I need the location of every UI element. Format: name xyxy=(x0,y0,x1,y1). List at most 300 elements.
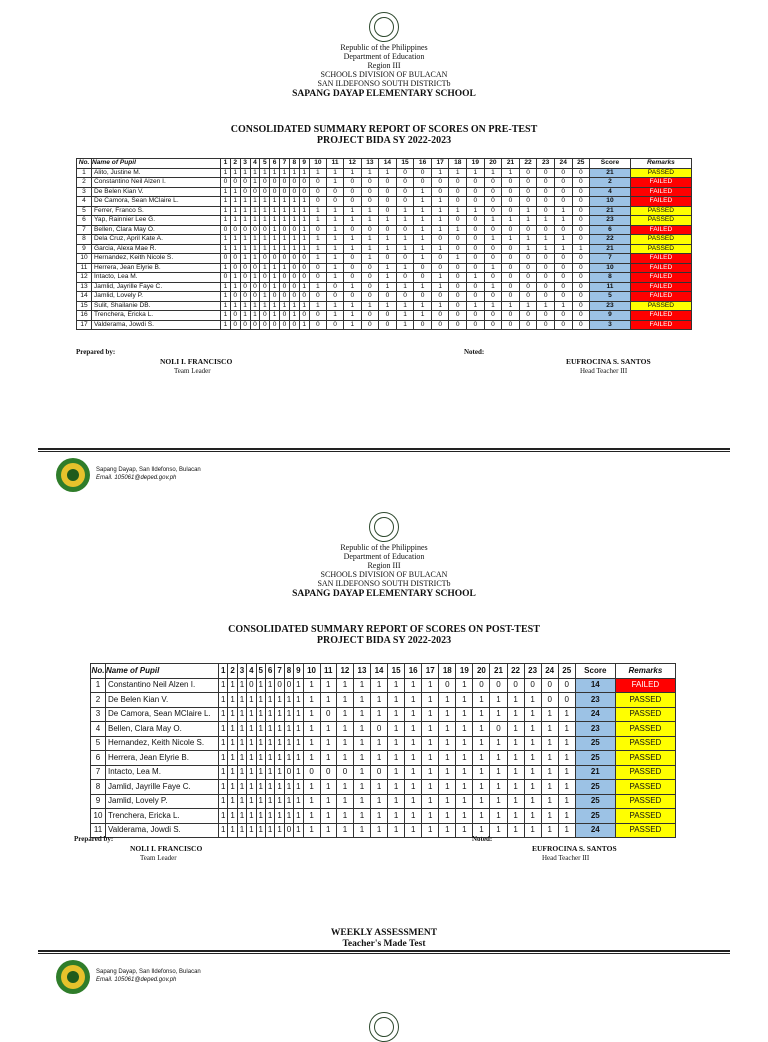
item-score: 1 xyxy=(228,736,237,751)
item-score: 0 xyxy=(502,311,520,321)
letterhead xyxy=(0,543,768,600)
table-row xyxy=(91,765,676,780)
total-score: 14 xyxy=(575,678,615,693)
item-score: 1 xyxy=(490,765,507,780)
item-score: 1 xyxy=(327,301,344,311)
item-score: 1 xyxy=(221,235,231,245)
item-score: 0 xyxy=(371,765,388,780)
column-header-item: 23 xyxy=(537,159,555,169)
item-score: 1 xyxy=(237,707,246,722)
table-header-row xyxy=(91,664,676,679)
item-score: 0 xyxy=(572,197,590,207)
item-score: 0 xyxy=(414,273,432,283)
item-score: 1 xyxy=(256,693,265,708)
item-score: 0 xyxy=(449,216,467,226)
item-score: 0 xyxy=(275,678,284,693)
remark-badge: FAILED xyxy=(630,263,691,273)
item-score: 0 xyxy=(484,292,502,302)
item-score: 1 xyxy=(230,244,240,254)
item-score: 1 xyxy=(405,809,422,824)
pupil-name: Yap, Rainnier Lee G. xyxy=(92,216,221,226)
prepared-name: NOLI I. FRANCISCO xyxy=(160,357,233,366)
item-score: 1 xyxy=(230,273,240,283)
column-header-name: Name of Pupil xyxy=(92,159,221,169)
item-score: 0 xyxy=(519,254,537,264)
item-score: 1 xyxy=(320,823,336,838)
item-score: 0 xyxy=(484,178,502,188)
item-score: 1 xyxy=(554,235,572,245)
item-score: 1 xyxy=(237,736,246,751)
item-score: 0 xyxy=(502,282,520,292)
total-score: 23 xyxy=(575,693,615,708)
item-score: 0 xyxy=(572,301,590,311)
remark-badge: PASSED xyxy=(630,244,691,254)
remark-badge: FAILED xyxy=(630,311,691,321)
posttest-title: CONSOLIDATED SUMMARY REPORT OF SCORES ON POST-TEST xyxy=(228,624,540,635)
item-score: 1 xyxy=(303,736,320,751)
item-score: 1 xyxy=(558,722,575,737)
item-score: 1 xyxy=(396,263,414,273)
item-score: 0 xyxy=(230,292,240,302)
item-score: 1 xyxy=(414,206,432,216)
column-header-item: 24 xyxy=(541,664,558,679)
table-row xyxy=(77,311,692,321)
item-score: 1 xyxy=(431,282,449,292)
item-score: 1 xyxy=(388,736,405,751)
table-row xyxy=(77,235,692,245)
item-score: 1 xyxy=(558,780,575,795)
column-header-item: 15 xyxy=(396,159,414,169)
item-score: 1 xyxy=(396,320,414,330)
item-score: 0 xyxy=(309,273,327,283)
item-score: 1 xyxy=(405,736,422,751)
item-score: 1 xyxy=(439,751,456,766)
item-score: 1 xyxy=(309,168,327,178)
item-score: 1 xyxy=(541,751,558,766)
item-score: 0 xyxy=(344,263,362,273)
column-header-item: 6 xyxy=(270,159,280,169)
item-score: 0 xyxy=(519,282,537,292)
row-number: 5 xyxy=(77,206,92,216)
pupil-name: Intacto, Lea M. xyxy=(106,765,219,780)
item-score: 0 xyxy=(524,678,541,693)
remark-badge: PASSED xyxy=(615,736,675,751)
row-number: 9 xyxy=(77,244,92,254)
item-score: 1 xyxy=(284,751,293,766)
item-score: 1 xyxy=(303,823,320,838)
column-header-remarks: Remarks xyxy=(615,664,675,679)
item-score: 1 xyxy=(275,765,284,780)
item-score: 0 xyxy=(537,292,555,302)
remark-badge: FAILED xyxy=(630,225,691,235)
item-score: 1 xyxy=(422,794,439,809)
item-score: 0 xyxy=(289,263,299,273)
item-score: 1 xyxy=(396,282,414,292)
column-header-item: 14 xyxy=(371,664,388,679)
item-score: 1 xyxy=(414,197,432,207)
item-score: 1 xyxy=(219,794,228,809)
item-score: 1 xyxy=(490,751,507,766)
item-score: 1 xyxy=(294,780,303,795)
item-score: 0 xyxy=(554,178,572,188)
total-score: 24 xyxy=(575,707,615,722)
report-title xyxy=(0,624,768,646)
item-score: 1 xyxy=(230,301,240,311)
pupil-name: Valderama, Jowdi S. xyxy=(106,823,219,838)
item-score: 0 xyxy=(467,225,485,235)
column-header-item: 4 xyxy=(250,159,260,169)
item-score: 0 xyxy=(431,311,449,321)
item-score: 0 xyxy=(449,235,467,245)
letterhead xyxy=(0,43,768,100)
column-header-item: 14 xyxy=(379,159,397,169)
item-score: 1 xyxy=(456,693,473,708)
item-score: 1 xyxy=(353,707,370,722)
item-score: 0 xyxy=(344,254,362,264)
table-row xyxy=(77,178,692,188)
item-score: 1 xyxy=(405,794,422,809)
item-score: 1 xyxy=(219,765,228,780)
item-score: 0 xyxy=(537,273,555,283)
item-score: 1 xyxy=(507,751,524,766)
pupil-name: Trenchera, Ericka L. xyxy=(92,311,221,321)
item-score: 1 xyxy=(265,751,274,766)
item-score: 0 xyxy=(537,282,555,292)
item-score: 0 xyxy=(240,263,250,273)
table-row xyxy=(91,693,676,708)
item-score: 1 xyxy=(336,707,353,722)
item-score: 1 xyxy=(353,794,370,809)
item-score: 1 xyxy=(256,678,265,693)
item-score: 1 xyxy=(309,301,327,311)
item-score: 0 xyxy=(299,187,309,197)
item-score: 1 xyxy=(405,765,422,780)
column-header-item: 9 xyxy=(294,664,303,679)
pupil-name: Bellen, Clara May O. xyxy=(106,722,219,737)
item-score: 0 xyxy=(289,254,299,264)
item-score: 1 xyxy=(388,765,405,780)
column-header-item: 4 xyxy=(247,664,256,679)
item-score: 1 xyxy=(289,216,299,226)
item-score: 1 xyxy=(473,751,490,766)
item-score: 1 xyxy=(396,216,414,226)
item-score: 0 xyxy=(519,292,537,302)
item-score: 1 xyxy=(405,823,422,838)
school-name: SAPANG DAYAP ELEMENTARY SCHOOL xyxy=(292,589,476,599)
item-score: 0 xyxy=(284,678,293,693)
item-score: 1 xyxy=(270,235,280,245)
item-score: 1 xyxy=(371,678,388,693)
item-score: 1 xyxy=(303,751,320,766)
item-score: 1 xyxy=(507,780,524,795)
item-score: 0 xyxy=(473,678,490,693)
remark-badge: FAILED xyxy=(630,197,691,207)
item-score: 1 xyxy=(344,301,362,311)
item-score: 0 xyxy=(361,292,379,302)
item-score: 1 xyxy=(299,244,309,254)
item-score: 1 xyxy=(260,216,270,226)
total-score: 8 xyxy=(590,273,631,283)
item-score: 1 xyxy=(250,273,260,283)
item-score: 1 xyxy=(240,311,250,321)
column-header-item: 13 xyxy=(353,664,370,679)
column-header-item: 11 xyxy=(320,664,336,679)
item-score: 0 xyxy=(502,292,520,302)
remark-badge: PASSED xyxy=(615,722,675,737)
item-score: 1 xyxy=(336,722,353,737)
item-score: 0 xyxy=(230,225,240,235)
item-score: 1 xyxy=(260,235,270,245)
item-score: 0 xyxy=(260,282,270,292)
remark-badge: FAILED xyxy=(630,187,691,197)
item-score: 0 xyxy=(537,197,555,207)
item-score: 1 xyxy=(294,794,303,809)
item-score: 1 xyxy=(361,206,379,216)
item-score: 0 xyxy=(507,678,524,693)
item-score: 1 xyxy=(507,765,524,780)
item-score: 1 xyxy=(490,693,507,708)
column-header-item: 22 xyxy=(519,159,537,169)
column-header-item: 8 xyxy=(284,664,293,679)
pupil-name: Sulit, Shailanie DB. xyxy=(92,301,221,311)
item-score: 1 xyxy=(456,765,473,780)
item-score: 1 xyxy=(422,678,439,693)
column-header-no: No. xyxy=(91,664,106,679)
item-score: 1 xyxy=(558,707,575,722)
item-score: 1 xyxy=(422,751,439,766)
item-score: 0 xyxy=(230,320,240,330)
column-header-item: 17 xyxy=(431,159,449,169)
column-header-item: 2 xyxy=(228,664,237,679)
row-number: 12 xyxy=(77,273,92,283)
item-score: 1 xyxy=(221,216,231,226)
item-score: 1 xyxy=(270,197,280,207)
item-score: 1 xyxy=(247,722,256,737)
total-score: 6 xyxy=(590,225,631,235)
item-score: 0 xyxy=(484,225,502,235)
total-score: 23 xyxy=(590,216,631,226)
item-score: 0 xyxy=(431,292,449,302)
item-score: 0 xyxy=(280,320,290,330)
item-score: 1 xyxy=(336,823,353,838)
item-score: 0 xyxy=(289,273,299,283)
item-score: 1 xyxy=(396,235,414,245)
item-score: 1 xyxy=(371,809,388,824)
remark-badge: FAILED xyxy=(630,178,691,188)
item-score: 0 xyxy=(270,254,280,264)
item-score: 1 xyxy=(240,244,250,254)
report-title xyxy=(0,124,768,146)
item-score: 1 xyxy=(439,780,456,795)
pupil-name: Bellen, Clara May O. xyxy=(92,225,221,235)
item-score: 0 xyxy=(309,197,327,207)
item-score: 0 xyxy=(280,187,290,197)
item-score: 1 xyxy=(431,273,449,283)
item-score: 1 xyxy=(327,178,344,188)
row-number: 11 xyxy=(91,823,106,838)
item-score: 0 xyxy=(502,254,520,264)
total-score: 21 xyxy=(590,168,631,178)
item-score: 1 xyxy=(361,244,379,254)
item-score: 1 xyxy=(221,244,231,254)
item-score: 1 xyxy=(507,693,524,708)
item-score: 1 xyxy=(228,765,237,780)
item-score: 0 xyxy=(467,263,485,273)
header-line4: SCHOOLS DIVISION OF BULACAN xyxy=(320,70,448,79)
item-score: 0 xyxy=(572,254,590,264)
item-score: 0 xyxy=(327,187,344,197)
item-score: 1 xyxy=(396,244,414,254)
item-score: 1 xyxy=(228,707,237,722)
item-score: 1 xyxy=(484,216,502,226)
school-logo-icon xyxy=(56,960,90,994)
item-score: 1 xyxy=(361,235,379,245)
item-score: 1 xyxy=(524,722,541,737)
item-score: 1 xyxy=(289,168,299,178)
row-number: 6 xyxy=(91,751,106,766)
prepared-by-label: Prepared by: xyxy=(76,348,116,356)
item-score: 1 xyxy=(490,809,507,824)
item-score: 1 xyxy=(270,273,280,283)
item-score: 1 xyxy=(456,794,473,809)
item-score: 1 xyxy=(309,216,327,226)
item-score: 1 xyxy=(524,693,541,708)
item-score: 1 xyxy=(250,206,260,216)
item-score: 1 xyxy=(219,736,228,751)
item-score: 1 xyxy=(439,794,456,809)
pupil-name: Jamlid, Jayrille Faye C. xyxy=(106,780,219,795)
remark-badge: PASSED xyxy=(630,206,691,216)
item-score: 1 xyxy=(519,206,537,216)
item-score: 1 xyxy=(519,244,537,254)
item-score: 1 xyxy=(449,206,467,216)
item-score: 0 xyxy=(554,187,572,197)
item-score: 1 xyxy=(490,736,507,751)
row-number: 17 xyxy=(77,320,92,330)
item-score: 0 xyxy=(467,187,485,197)
item-score: 1 xyxy=(449,225,467,235)
item-score: 1 xyxy=(388,751,405,766)
item-score: 1 xyxy=(405,722,422,737)
column-header-score: Score xyxy=(575,664,615,679)
item-score: 1 xyxy=(270,225,280,235)
item-score: 1 xyxy=(256,780,265,795)
pupil-name: Hernandez, Keith Nicole S. xyxy=(92,254,221,264)
item-score: 1 xyxy=(473,794,490,809)
item-score: 1 xyxy=(473,780,490,795)
item-score: 0 xyxy=(502,197,520,207)
footer-address: Sapang Dayap, San Ildefonso, Bulacan xyxy=(96,467,201,473)
item-score: 0 xyxy=(396,178,414,188)
item-score: 0 xyxy=(431,254,449,264)
pretest-subtitle: PROJECT BIDA SY 2022-2023 xyxy=(316,135,452,146)
item-score: 1 xyxy=(422,823,439,838)
item-score: 0 xyxy=(554,254,572,264)
item-score: 0 xyxy=(449,282,467,292)
item-score: 0 xyxy=(270,178,280,188)
total-score: 24 xyxy=(575,823,615,838)
item-score: 1 xyxy=(303,794,320,809)
total-score: 23 xyxy=(575,722,615,737)
item-score: 1 xyxy=(219,722,228,737)
item-score: 0 xyxy=(379,225,397,235)
item-score: 0 xyxy=(537,263,555,273)
item-score: 0 xyxy=(449,187,467,197)
total-score: 3 xyxy=(590,320,631,330)
item-score: 0 xyxy=(270,320,280,330)
item-score: 1 xyxy=(299,282,309,292)
item-score: 1 xyxy=(221,187,231,197)
item-score: 1 xyxy=(519,216,537,226)
total-score: 22 xyxy=(590,235,631,245)
item-score: 0 xyxy=(554,292,572,302)
item-score: 0 xyxy=(303,765,320,780)
total-score: 7 xyxy=(590,254,631,264)
item-score: 1 xyxy=(327,168,344,178)
table-row xyxy=(77,292,692,302)
item-score: 1 xyxy=(353,693,370,708)
item-score: 1 xyxy=(250,178,260,188)
item-score: 1 xyxy=(280,197,290,207)
item-score: 0 xyxy=(240,320,250,330)
item-score: 0 xyxy=(280,178,290,188)
row-number: 9 xyxy=(91,794,106,809)
row-number: 3 xyxy=(91,707,106,722)
item-score: 0 xyxy=(467,282,485,292)
item-score: 1 xyxy=(275,707,284,722)
item-score: 1 xyxy=(379,273,397,283)
remark-badge: PASSED xyxy=(630,216,691,226)
remark-badge: FAILED xyxy=(630,282,691,292)
item-score: 1 xyxy=(228,794,237,809)
item-score: 1 xyxy=(270,282,280,292)
item-score: 1 xyxy=(221,292,231,302)
item-score: 1 xyxy=(344,168,362,178)
column-header-item: 24 xyxy=(554,159,572,169)
item-score: 1 xyxy=(275,736,284,751)
item-score: 0 xyxy=(309,225,327,235)
pupil-name: De Belen Kian V. xyxy=(106,693,219,708)
item-score: 1 xyxy=(219,780,228,795)
column-header-item: 5 xyxy=(260,159,270,169)
item-score: 1 xyxy=(371,823,388,838)
item-score: 1 xyxy=(247,794,256,809)
item-score: 0 xyxy=(414,320,432,330)
remark-badge: FAILED xyxy=(630,273,691,283)
item-score: 1 xyxy=(439,693,456,708)
item-score: 0 xyxy=(221,273,231,283)
item-score: 1 xyxy=(221,197,231,207)
column-header-item: 3 xyxy=(240,159,250,169)
item-score: 0 xyxy=(289,320,299,330)
row-number: 3 xyxy=(77,187,92,197)
column-header-item: 6 xyxy=(265,664,274,679)
item-score: 0 xyxy=(467,197,485,207)
item-score: 1 xyxy=(289,311,299,321)
header-line1: Republic of the Philippines xyxy=(340,43,428,52)
row-number: 4 xyxy=(91,722,106,737)
item-score: 0 xyxy=(280,292,290,302)
item-score: 1 xyxy=(260,263,270,273)
item-score: 1 xyxy=(431,301,449,311)
item-score: 1 xyxy=(524,707,541,722)
item-score: 1 xyxy=(456,809,473,824)
item-score: 1 xyxy=(405,678,422,693)
item-score: 0 xyxy=(449,292,467,302)
item-score: 0 xyxy=(299,311,309,321)
item-score: 1 xyxy=(294,823,303,838)
item-score: 1 xyxy=(270,263,280,273)
